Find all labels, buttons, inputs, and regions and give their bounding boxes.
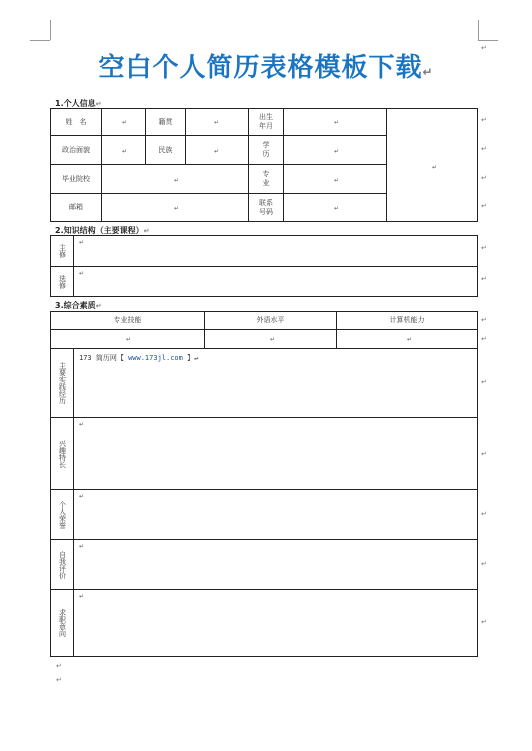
field-elective[interactable]: ↵: [73, 266, 478, 297]
field-computer[interactable]: ↵: [336, 329, 478, 349]
label-school: 毕业院校: [50, 164, 102, 194]
field-main-course[interactable]: ↵: [73, 235, 478, 267]
photo-box[interactable]: ↵: [386, 108, 478, 222]
field-email[interactable]: ↵: [101, 193, 249, 222]
label-origin: 籍贯: [145, 108, 186, 136]
end-mark: ↵: [481, 378, 487, 386]
page-title: 空白个人简历表格模板下载↵: [98, 53, 434, 83]
section-personal-info: 1.个人信息↵: [55, 99, 102, 108]
field-birth[interactable]: ↵: [283, 108, 387, 136]
field-ethnicity[interactable]: ↵: [185, 135, 249, 165]
header-language: 外语水平: [204, 311, 337, 330]
experience-text: 173 简历网【 www.173jl.com 】↵: [79, 354, 199, 362]
label-elective: 选修: [50, 266, 74, 297]
field-school[interactable]: ↵: [101, 164, 249, 194]
label-birth: 出生年月: [248, 108, 284, 136]
paragraph-mark: ↵: [56, 676, 62, 684]
paragraph-mark: ↵: [56, 662, 62, 670]
header-computer: 计算机能力: [336, 311, 478, 330]
field-origin[interactable]: ↵: [185, 108, 249, 136]
field-hobbies[interactable]: ↵: [73, 417, 478, 490]
end-mark: ↵: [481, 510, 487, 518]
section-quality: 3.综合素质↵: [55, 301, 102, 310]
end-mark: ↵: [481, 145, 487, 153]
crop-mark: [30, 40, 50, 41]
label-major: 专业: [248, 164, 284, 194]
field-education[interactable]: ↵: [283, 135, 387, 165]
label-self-eval: 自我评价: [50, 539, 74, 590]
field-intention[interactable]: ↵: [73, 589, 478, 657]
end-mark: ↵: [481, 202, 487, 210]
field-name[interactable]: ↵: [101, 108, 146, 136]
label-email: 邮箱: [50, 193, 102, 222]
end-mark: ↵: [481, 316, 487, 324]
label-hobbies: 兴趣特长: [50, 417, 74, 490]
label-education: 学历: [248, 135, 284, 165]
end-mark: ↵: [481, 174, 487, 182]
field-contact[interactable]: ↵: [283, 193, 387, 222]
label-political: 政治面貌: [50, 135, 102, 165]
end-mark: ↵: [481, 560, 487, 568]
label-experience: 主要实践经历: [50, 348, 74, 418]
label-intention: 求职意向: [50, 589, 74, 657]
crop-mark: [478, 20, 479, 40]
field-experience[interactable]: [73, 348, 478, 418]
end-mark: ↵: [481, 244, 487, 252]
crop-mark: [50, 20, 51, 40]
end-mark: ↵: [481, 116, 487, 124]
label-ethnicity: 民族: [145, 135, 186, 165]
label-honors: 个人荣誉: [50, 489, 74, 540]
section-knowledge: 2.知识结构（主要课程）↵: [55, 226, 150, 235]
end-mark: ↵: [481, 618, 487, 626]
field-language[interactable]: ↵: [204, 329, 337, 349]
field-major[interactable]: ↵: [283, 164, 387, 194]
end-mark: ↵: [481, 450, 487, 458]
crop-mark: [478, 40, 498, 41]
label-contact: 联系号码: [248, 193, 284, 222]
end-mark: ↵: [481, 275, 487, 283]
field-professional-skills[interactable]: ↵: [50, 329, 205, 349]
website-link[interactable]: www.173jl.com: [128, 354, 183, 362]
label-main-course: 主修: [50, 235, 74, 267]
end-mark: ↵: [481, 335, 487, 343]
header-professional-skills: 专业技能: [50, 311, 205, 330]
label-name: 姓 名: [50, 108, 102, 136]
field-honors[interactable]: ↵: [73, 489, 478, 540]
field-self-eval[interactable]: ↵: [73, 539, 478, 590]
end-mark: ↵: [481, 44, 487, 52]
field-political[interactable]: ↵: [101, 135, 146, 165]
